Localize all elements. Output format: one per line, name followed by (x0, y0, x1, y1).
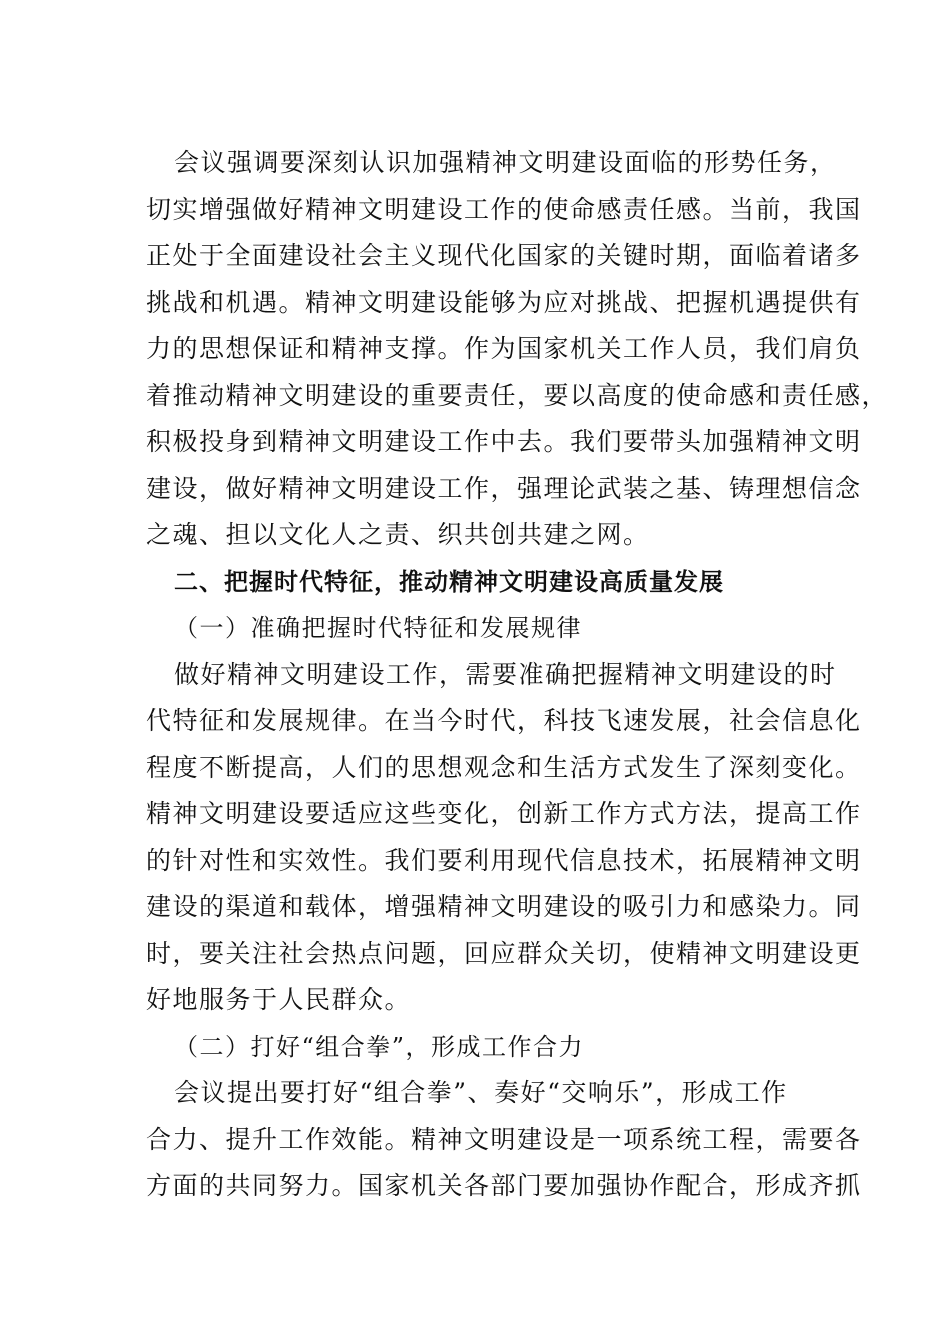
text-line: 建设的渠道和载体，增强精神文明建设的吸引力和感染力。同 (146, 892, 862, 921)
text-line: 做好精神文明建设工作，需要准确把握精神文明建设的时 (174, 659, 837, 689)
text-line: 切实增强做好精神文明建设工作的使命感责任感。当前，我国 (146, 194, 862, 224)
section-heading-2: 二、把握时代特征，推动精神文明建设高质量发展 (174, 567, 724, 596)
text-line: 会议强调要深刻认识加强精神文明建设面临的形势任务， (174, 148, 837, 177)
paragraph-era-characteristics (146, 652, 862, 1024)
document-body (146, 140, 889, 1210)
text-line: 着推动精神文明建设的重要责任，要以高度的使命感和责任感， (146, 380, 889, 410)
text-line: 代特征和发展规律。在当今时代，科技飞速发展，社会信息化 (146, 706, 862, 735)
text-line: 的针对性和实效性。我们要利用现代信息技术，拓展精神文明 (146, 845, 862, 875)
text-line: 好地服务于人民群众。 (146, 985, 412, 1014)
text-line: 时，要关注社会热点问题，回应群众关切，使精神文明建设更 (146, 938, 862, 968)
text-line: 合力、提升工作效能。精神文明建设是一项系统工程，需要各 (146, 1124, 862, 1154)
text-line: 精神文明建设要适应这些变化，创新工作方式方法，提高工作 (146, 799, 862, 828)
subsection-heading-2-1: （一）准确把握时代特征和发展规律 (174, 614, 582, 642)
subsection-heading-2-2: （二）打好“组合拳”，形成工作合力 (174, 1032, 585, 1061)
text-line: 之魂、担以文化人之责、织共创共建之网。 (146, 520, 650, 549)
text-line: 建设，做好精神文明建设工作，强理论武装之基、铸理想信念 (146, 473, 862, 503)
paragraph-combined-effort (146, 1070, 862, 1210)
text-line: 挑战和机遇。精神文明建设能够为应对挑战、把握机遇提供有 (146, 287, 862, 317)
text-line: 程度不断提高，人们的思想观念和生活方式发生了深刻变化。 (146, 752, 862, 782)
text-line: 会议提出要打好“组合拳”、奏好“交响乐”，形成工作 (174, 1078, 788, 1107)
paragraph-situation-tasks (146, 140, 889, 559)
text-line: 积极投身到精神文明建设工作中去。我们要带头加强精神文明 (146, 427, 862, 456)
text-line: 正处于全面建设社会主义现代化国家的关键时期，面临着诸多 (146, 241, 862, 270)
text-line: 力的思想保证和精神支撑。作为国家机关工作人员，我们肩负 (146, 334, 862, 363)
text-line: 方面的共同努力。国家机关各部门要加强协作配合，形成齐抓 (146, 1171, 862, 1200)
